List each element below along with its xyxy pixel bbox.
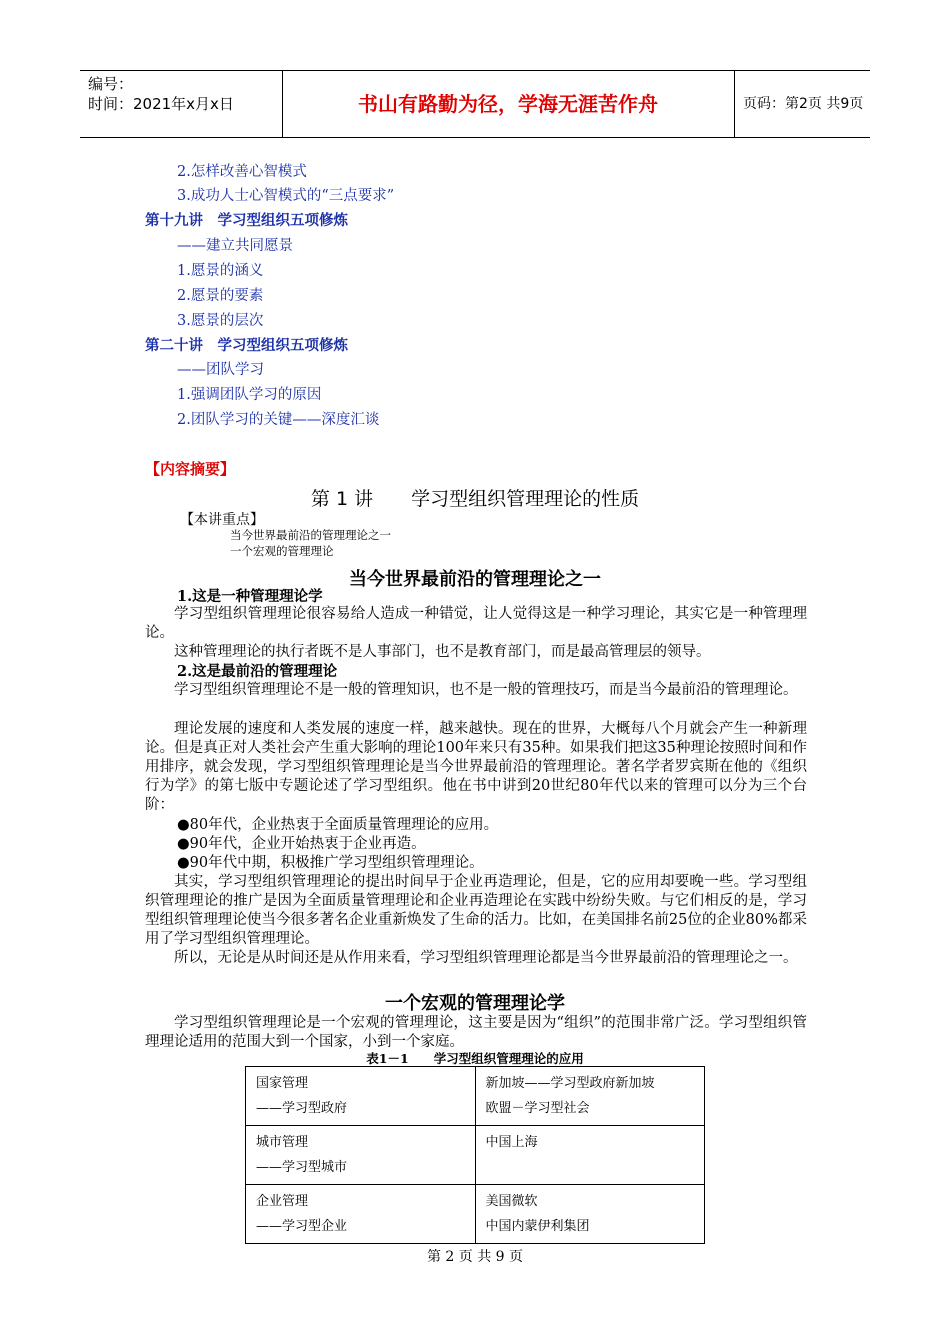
- paragraph: 这种管理理论的执行者既不是人事部门，也不是教育部门，而是最高管理层的领导。: [174, 644, 711, 660]
- paragraph: 学习型组织管理理论不是一般的管理知识，也不是一般的管理技巧，而是当今最前沿的管理理论。: [174, 682, 798, 698]
- table-cell: 城市管理 ——学习型城市: [246, 1126, 476, 1185]
- table-cell: 企业管理 ——学习型企业: [246, 1185, 476, 1244]
- section-heading: 当今世界最前沿的管理理论之一: [349, 569, 601, 590]
- table-caption: 表1－1 学习型组织管理理论的应用: [366, 1051, 584, 1066]
- table-row: [246, 1185, 705, 1244]
- table-row: [246, 1126, 705, 1185]
- lecture-19-title: 第十九讲 学习型组织五项修炼: [145, 212, 348, 229]
- outline-item: 2.愿景的要素: [177, 288, 264, 304]
- bullet-item: ●90年代，企业开始热衷于企业再造。: [177, 836, 426, 852]
- lecture-19-subtitle: ——建立共同愿景: [177, 238, 293, 254]
- lecture-1-title: 第 1 讲 学习型组织管理理论的性质: [310, 488, 640, 510]
- paragraph: 所以，无论是从时间还是从作用来看，学习型组织管理理论都是当今世界最前沿的管理理论之一。: [174, 950, 798, 966]
- outline-item: 3.成功人士心智模式的“三点要求”: [177, 188, 395, 204]
- lecture-20-subtitle: ——团队学习: [177, 362, 264, 378]
- section-heading: 一个宏观的管理理论学: [385, 993, 565, 1014]
- table-cell: 国家管理 ——学习型政府: [246, 1067, 476, 1126]
- header-date: 时间：2021年x月x日: [88, 95, 234, 113]
- focus-label: 【本讲重点】: [180, 512, 264, 528]
- paragraph: 理论发展的速度和人类发展的速度一样，越来越快。现在的世界，大概每八个月就会产生一种新理论。但是真正对人类社会产生重大影响的理论100年来只有35种。如果我们把这35种理论按照时间和作用排序，就会发现，学习型组织管理理论是当今世界最前沿的管理理论。著名学者罗宾斯在他的《组织行为学》的第七版中专题论述了学习型组织。他在书中讲到20世纪80年代以来的管理可以分为三个台阶：: [145, 721, 807, 813]
- paragraph: 学习型组织管理理论很容易给人造成一种错觉，让人觉得这是一种学习理论，其实它是一种管理理论。: [145, 606, 807, 641]
- page-header: [80, 70, 870, 138]
- focus-item: 当今世界最前沿的管理理论之一: [230, 528, 391, 542]
- table-cell: 新加坡——学习型政府新加坡 欧盟－学习型社会: [475, 1067, 705, 1126]
- paragraph: 学习型组织管理理论是一个宏观的管理理论，这主要是因为“组织”的范围非常广泛。学习型组织管理理论适用的范围大到一个国家，小到一个家庭。: [145, 1015, 807, 1050]
- page-footer: 第 2 页 共 9 页: [426, 1249, 524, 1265]
- header-motto: 书山有路勤为径，学海无涯苦作舟: [282, 71, 735, 137]
- bullet-item: ●80年代，企业热衷于全面质量管理理论的应用。: [177, 817, 499, 833]
- bullet-item: ●90年代中期，积极推广学习型组织管理理论。: [177, 855, 484, 871]
- subheading: 2.这是最前沿的管理理论: [177, 663, 338, 680]
- outline-item: 2.团队学习的关键——深度汇谈: [177, 412, 380, 428]
- table-cell: 美国微软 中国内蒙伊利集团: [475, 1185, 705, 1244]
- paragraph: 其实，学习型组织管理理论的提出时间早于企业再造理论，但是，它的应用却要晚一些。学习型组织管理理论的推广是因为全面质量管理理论和企业再造理论在实践中纷纷失败。与它们相反的是，学习型组织管理理论使当今很多著名企业重新焕发了生命的活力。比如，在美国排名前25位的企业80%都采用了学习型组织管理理论。: [145, 874, 807, 947]
- summary-label: 【内容摘要】: [145, 460, 236, 478]
- header-meta: [80, 71, 283, 137]
- focus-item: 一个宏观的管理理论: [230, 544, 334, 558]
- subheading: 1.这是一种管理理论学: [177, 588, 323, 605]
- application-table: [245, 1066, 705, 1244]
- outline-item: 3.愿景的层次: [177, 313, 264, 329]
- outline-item: 2.怎样改善心智模式: [177, 164, 307, 180]
- outline-item: 1.强调团队学习的原因: [177, 387, 322, 403]
- header-page-number: 页码：第2页 共9页: [743, 96, 864, 112]
- outline-item: 1.愿景的涵义: [177, 263, 264, 279]
- header-number: 编号：: [88, 75, 134, 93]
- lecture-20-title: 第二十讲 学习型组织五项修炼: [145, 337, 348, 354]
- table-row: [246, 1067, 705, 1126]
- table-cell: 中国上海: [475, 1126, 705, 1185]
